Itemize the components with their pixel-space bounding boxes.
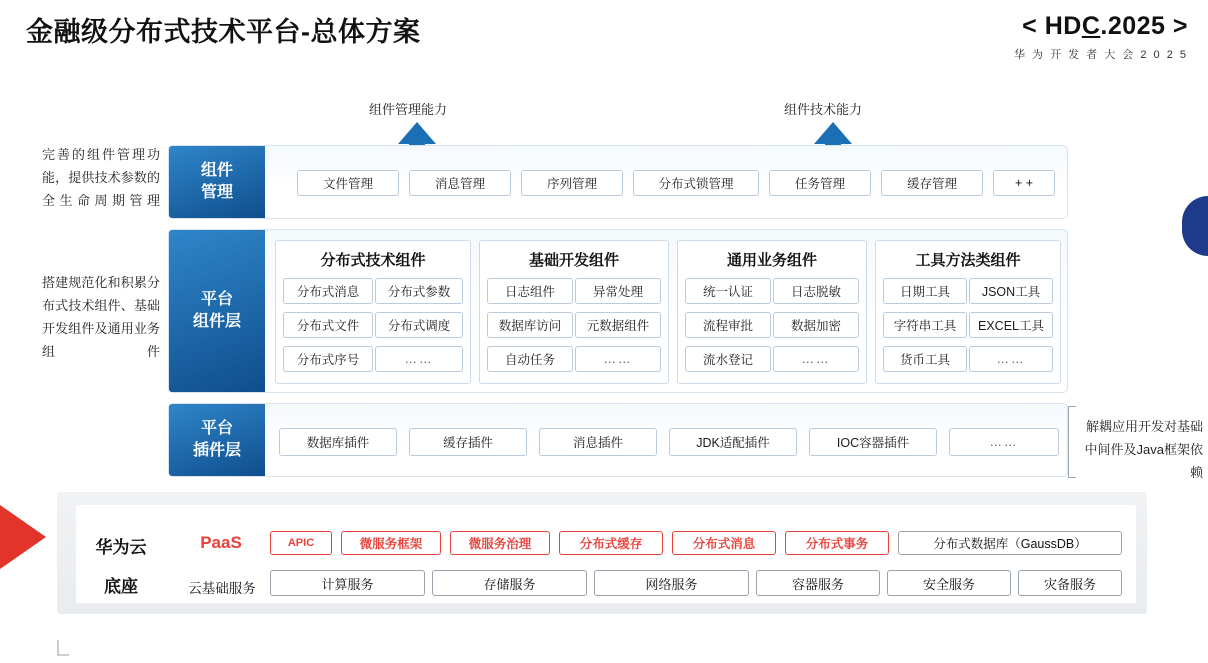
layer-label-plugin [169,404,265,476]
layer-label-line2: 管理 [200,184,233,201]
layer-platform-components [168,229,1068,393]
layer-label-line1: 平台 [200,420,233,437]
chip-compute-service[interactable]: 计算服务 [270,570,425,596]
group-title-distributed-tech: 分布式技术组件 [320,252,426,269]
chip-jdk-adapter-plugin[interactable]: JDK适配插件 [669,428,797,456]
right-edge-decoration [1182,196,1208,256]
right-note-decoupling: 解耦应用开发对基础中间件及Java框架依赖 [1084,419,1203,480]
chip-utility-more[interactable]: …… [969,346,1053,372]
chip-sequence-management[interactable]: 序列管理 [521,170,623,196]
hdc-logo-underline: C [1081,12,1101,40]
hdc-logo-pre: < HD [1022,12,1082,40]
paas-label: PaaS [200,533,242,552]
chip-ioc-container-plugin[interactable]: IOC容器插件 [809,428,937,456]
chip-message-plugin[interactable]: 消息插件 [539,428,657,456]
side-note-component-management: 完善的组件管理功能，提供技术参数的全生命周期管理 [42,147,160,208]
page-title: 金融级分布式技术平台-总体方案 [26,17,421,47]
chip-microservice-governance[interactable]: 微服务治理 [450,531,550,555]
chip-json-tool[interactable]: JSON工具 [969,278,1053,304]
chip-process-approval[interactable]: 流程审批 [685,312,771,338]
chip-distributed-message-paas[interactable]: 分布式消息 [672,531,776,555]
chip-message-management[interactable]: 消息管理 [409,170,511,196]
hdc-logo-main [1014,12,1188,41]
layer-label-line1: 平台 [200,291,233,308]
chip-unified-auth[interactable]: 统一认证 [685,278,771,304]
group-title-general-business: 通用业务组件 [726,252,817,269]
chip-transaction-log[interactable]: 流水登记 [685,346,771,372]
chip-excel-tool[interactable]: EXCEL工具 [969,312,1053,338]
chip-microservice-framework[interactable]: 微服务框架 [341,531,441,555]
chip-database-plugin[interactable]: 数据库插件 [279,428,397,456]
chip-more-plus[interactable]: + + [993,170,1055,196]
chip-distributed-cache[interactable]: 分布式缓存 [559,531,663,555]
chip-plugin-more[interactable]: …… [949,428,1059,456]
arrow-caption-component-management: 组件管理能力 [369,102,448,117]
side-note-platform-components: 搭建规范化和积累分布式技术组件、基础开发组件及通用业务组件 [42,275,160,359]
chip-security-service[interactable]: 安全服务 [887,570,1011,596]
chip-date-tool[interactable]: 日期工具 [883,278,967,304]
chip-distributed-database-gaussdb[interactable]: 分布式数据库（GaussDB） [898,531,1122,555]
chip-distributed-file[interactable]: 分布式文件 [283,312,373,338]
chip-metadata-component[interactable]: 元数据组件 [575,312,661,338]
chip-cache-plugin[interactable]: 缓存插件 [409,428,527,456]
chip-basic-dev-more[interactable]: …… [575,346,661,372]
layer-label-line1: 组件 [200,162,233,179]
hdc-logo-post: .2025 > [1100,12,1188,40]
chip-general-business-more[interactable]: …… [773,346,859,372]
chip-task-management[interactable]: 任务管理 [769,170,871,196]
chip-distributed-message[interactable]: 分布式消息 [283,278,373,304]
base-title-line1: 华为云 [95,538,147,557]
chip-distributed-lock-management[interactable]: 分布式锁管理 [633,170,759,196]
chip-database-access[interactable]: 数据库访问 [487,312,573,338]
chip-log-component[interactable]: 日志组件 [487,278,573,304]
group-title-utility-methods: 工具方法类组件 [915,252,1021,269]
chip-file-management[interactable]: 文件管理 [297,170,399,196]
chip-distributed-schedule[interactable]: 分布式调度 [375,312,463,338]
base-title-line2: 底座 [104,577,138,596]
chip-string-tool[interactable]: 字符串工具 [883,312,967,338]
hdc-logo-subtitle: 华 为 开 发 者 大 会 2 0 2 5 [1013,49,1188,61]
chip-currency-tool[interactable]: 货币工具 [883,346,967,372]
layer-plugin [168,403,1068,477]
chip-disaster-recovery-service[interactable]: 灾备服务 [1018,570,1122,596]
chip-auto-task[interactable]: 自动任务 [487,346,573,372]
chip-distributed-serial[interactable]: 分布式序号 [283,346,373,372]
right-brace [1068,406,1076,478]
left-red-arrow [0,505,46,569]
layer-label-line2: 组件层 [192,313,241,330]
layer-component-management [168,145,1068,219]
chip-container-service[interactable]: 容器服务 [756,570,880,596]
hdc-logo [1014,12,1188,62]
chip-network-service[interactable]: 网络服务 [594,570,749,596]
chip-cache-management[interactable]: 缓存管理 [881,170,983,196]
arrow-caption-component-technology: 组件技术能力 [784,102,863,117]
chip-exception-handling[interactable]: 异常处理 [575,278,661,304]
layer-label-line2: 插件层 [192,442,241,459]
chip-apic[interactable]: APIC [270,531,332,555]
layer-label-platform-components [169,230,265,392]
cloud-basic-services-label: 云基础服务 [188,581,256,596]
chip-data-encryption[interactable]: 数据加密 [773,312,859,338]
chip-storage-service[interactable]: 存储服务 [432,570,587,596]
layer-label-component-management [169,146,265,218]
chip-distributed-transaction[interactable]: 分布式事务 [785,531,889,555]
chip-distributed-more[interactable]: …… [375,346,463,372]
chip-distributed-parameter[interactable]: 分布式参数 [375,278,463,304]
bottom-corner-tick [57,640,69,656]
group-title-basic-dev: 基础开发组件 [528,252,619,269]
chip-log-desensitization[interactable]: 日志脱敏 [773,278,859,304]
